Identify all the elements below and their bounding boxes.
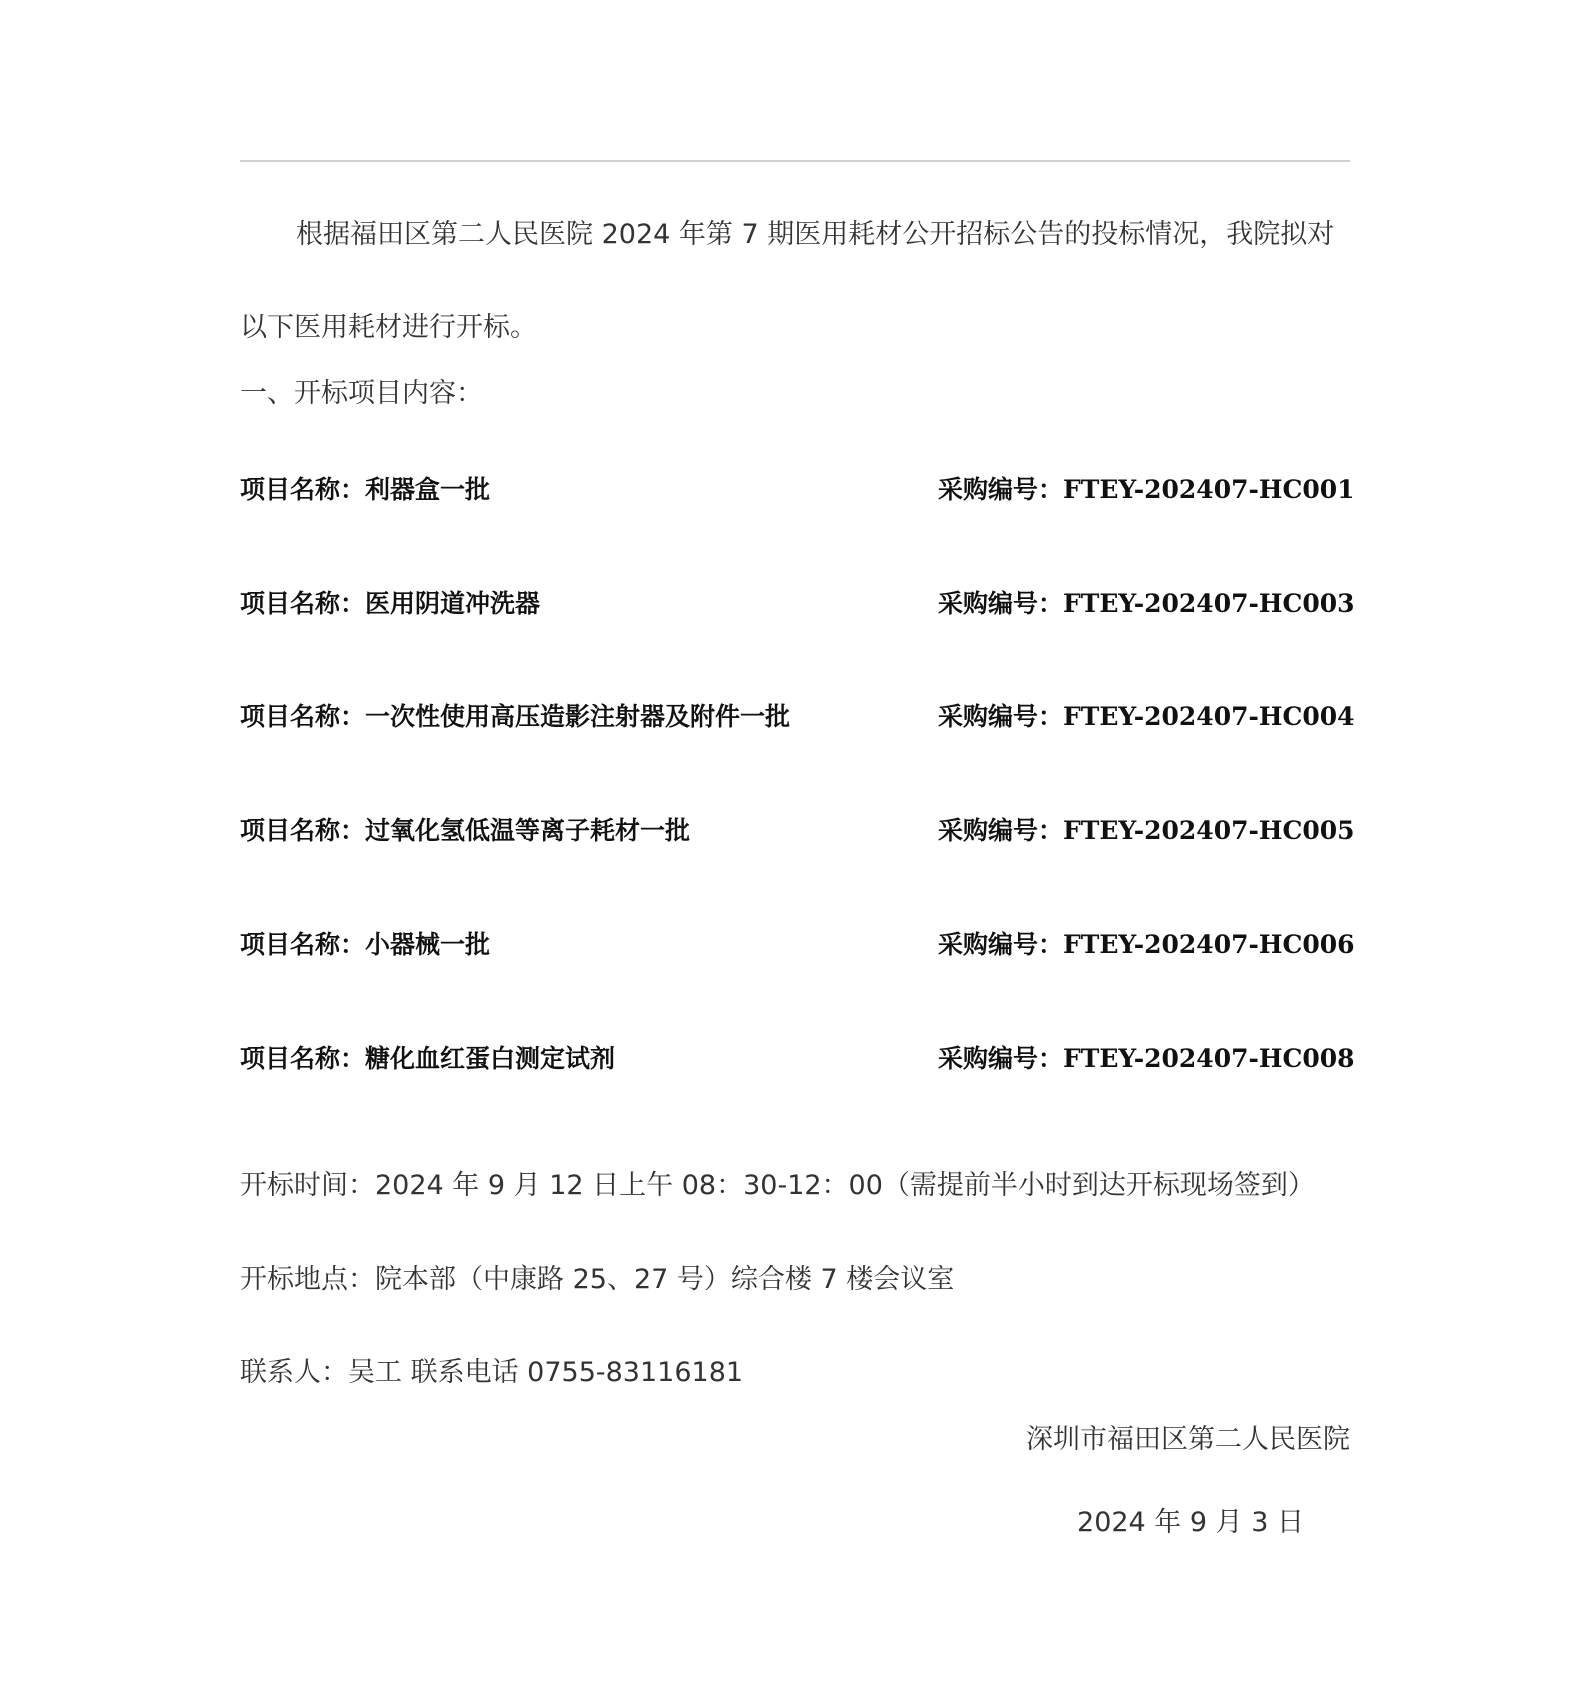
- project-name: 项目名称：一次性使用高压造影注射器及附件一批: [240, 702, 791, 731]
- section-heading: 一、开标项目内容：: [240, 378, 483, 409]
- project-name: 项目名称：小器械一批: [240, 930, 491, 959]
- intro-line-1: 根据福田区第二人民医院 2024 年第 7 期医用耗材公开招标公告的投标情况，我院拟对: [296, 219, 1335, 250]
- opening-time: 开标时间：2024 年 9 月 12 日上午 08：30-12：00（需提前半小时到达开标现场签到）: [240, 1170, 1315, 1201]
- intro-line-2: 以下医用耗材进行开标。: [240, 312, 537, 343]
- procurement-code: 采购编号：FTEY-202407-HC005: [938, 816, 1355, 845]
- procurement-code: 采购编号：FTEY-202407-HC006: [938, 930, 1355, 959]
- opening-location: 开标地点：院本部（中康路 25、27 号）综合楼 7 楼会议室: [240, 1264, 955, 1295]
- signature-organization: 深圳市福田区第二人民医院: [1026, 1424, 1350, 1455]
- project-row: [240, 1039, 1355, 1079]
- procurement-code: 采购编号：FTEY-202407-HC008: [938, 1044, 1355, 1073]
- project-row: [240, 697, 1355, 737]
- project-name: 项目名称：糖化血红蛋白测定试剂: [240, 1044, 616, 1073]
- signature-date: 2024 年 9 月 3 日: [1077, 1507, 1304, 1538]
- project-row: [240, 925, 1355, 965]
- project-row: [240, 470, 1355, 510]
- project-row: [240, 811, 1355, 851]
- procurement-code: 采购编号：FTEY-202407-HC004: [938, 702, 1355, 731]
- procurement-code: 采购编号：FTEY-202407-HC003: [938, 589, 1355, 618]
- project-row: [240, 584, 1355, 624]
- contact-info: 联系人：吴工 联系电话 0755-83116181: [240, 1357, 744, 1388]
- header-divider: [240, 160, 1350, 162]
- project-name: 项目名称：过氧化氢低温等离子耗材一批: [240, 816, 691, 845]
- procurement-code: 采购编号：FTEY-202407-HC001: [938, 475, 1355, 504]
- project-name: 项目名称：医用阴道冲洗器: [240, 589, 541, 618]
- project-name: 项目名称：利器盒一批: [240, 475, 491, 504]
